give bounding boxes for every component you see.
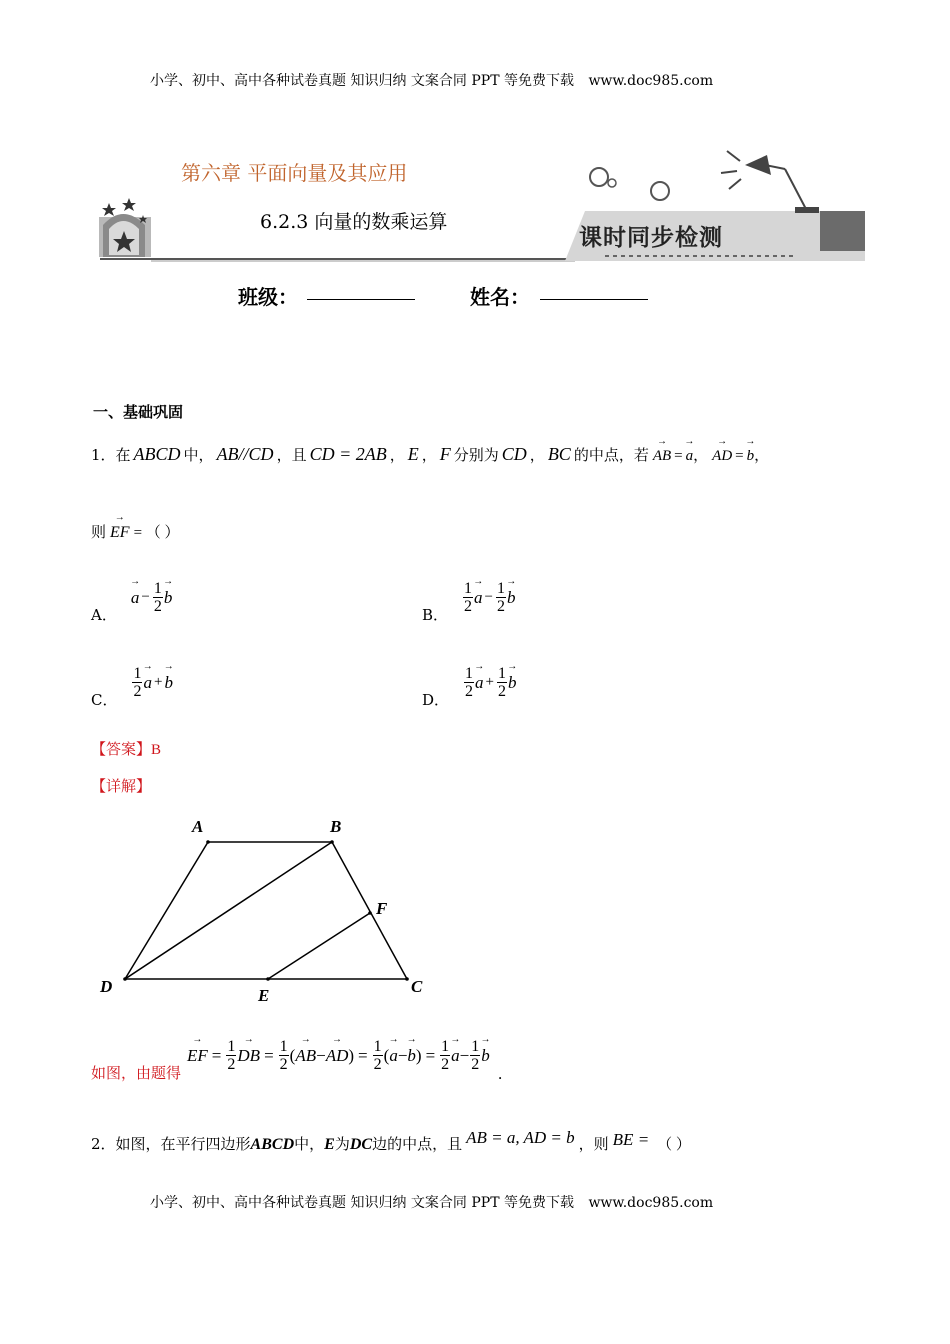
q2-text: （ ） [657, 1137, 691, 1153]
header-text: 小学、初中、高中各种试卷真题 知识归纳 文案合同 PPT 等免费下载 [150, 73, 574, 89]
numerator: 1 [227, 1038, 236, 1055]
option-a[interactable] [91, 570, 172, 625]
vector-db: → DB [237, 1046, 260, 1066]
vector-ad: → AD [326, 1046, 349, 1066]
segment-bc [332, 842, 407, 979]
q1-text: ， [529, 446, 545, 464]
q2-text: 边的中点，且 [372, 1135, 463, 1153]
numerator: 1 [471, 1038, 480, 1055]
class-blank [307, 299, 415, 300]
vector-a: → a [475, 673, 484, 693]
segment-ad [125, 842, 208, 979]
q1-number: 1．在 [91, 446, 131, 464]
segment-ef [268, 913, 370, 979]
option-d[interactable] [422, 655, 517, 710]
operator: + [485, 674, 494, 690]
numerator: 1 [153, 580, 162, 597]
point-f [368, 911, 372, 915]
trapezoid-figure [95, 812, 440, 1012]
minus: − [459, 1045, 470, 1065]
operator: − [484, 589, 493, 605]
minus: − [397, 1045, 408, 1065]
badge-text: 课时同步检测 [579, 224, 723, 251]
denominator: 2 [497, 598, 505, 615]
q1-math: ABCD [133, 444, 181, 464]
q1-text: ， [754, 446, 770, 464]
answer-line [91, 738, 161, 759]
q1-text: 则 [91, 523, 107, 541]
chapter-banner [95, 145, 865, 265]
solution-end: . [497, 1065, 503, 1083]
paren: ) [348, 1045, 355, 1065]
point-e [266, 977, 270, 981]
point-a [206, 840, 210, 844]
option-label: A． [91, 606, 117, 624]
paren: ( [383, 1045, 390, 1065]
fraction [470, 1038, 480, 1073]
vector-b: → b [507, 588, 516, 608]
vector-b: → b [164, 588, 173, 608]
vector-b: → b [407, 1046, 416, 1066]
answer-value: B [151, 742, 162, 758]
denominator: 2 [465, 683, 474, 700]
label-d: D [100, 977, 113, 996]
option-label: B． [422, 606, 449, 624]
fraction [373, 1038, 383, 1073]
fraction [279, 1038, 289, 1073]
operator: − [141, 589, 150, 605]
label-a: A [192, 817, 204, 836]
footer-url: www.doc985.com [588, 1195, 714, 1211]
eq: = [425, 1045, 436, 1065]
q2-text: 为 [334, 1135, 350, 1153]
section-heading: 6.2.3 向量的数乘运算 [260, 211, 448, 233]
point-b [330, 840, 334, 844]
q1-text: ， [389, 446, 405, 464]
q2-number: 2．如图，在平行四边形 [91, 1135, 251, 1153]
section-title: 一、基础巩固 [93, 403, 184, 421]
name-blank [540, 299, 648, 300]
eq: = [358, 1045, 368, 1065]
vector-a: → a [474, 588, 483, 608]
denominator: 2 [153, 598, 162, 615]
solution-prefix: 如图，由题得 [91, 1064, 182, 1082]
q2-equation: AB = a, AD = b [466, 1128, 575, 1147]
q1-math: CD = 2AB [309, 444, 387, 464]
q1-text: = （ ） [133, 525, 180, 541]
fraction [153, 580, 163, 615]
vector-a: → a [451, 1046, 460, 1066]
eq: = [264, 1045, 274, 1065]
option-label: C． [91, 691, 118, 709]
denominator: 2 [498, 683, 506, 700]
q1-text: 的中点，若 [573, 446, 649, 464]
q2-text: ，则 [578, 1135, 609, 1153]
option-b[interactable] [422, 570, 516, 625]
numerator: 1 [465, 665, 474, 682]
vector-ab: → AB [295, 1046, 316, 1066]
label-c: C [411, 977, 423, 996]
option-label: D． [422, 691, 450, 709]
page-footer [150, 1192, 713, 1212]
solution-math [187, 1038, 490, 1073]
vector-a: → a [389, 1046, 398, 1066]
denominator: 2 [279, 1056, 288, 1073]
denominator: 2 [464, 598, 473, 615]
detail-label: 【详解】 [91, 777, 152, 795]
numerator: 1 [279, 1038, 288, 1055]
vector-b: → b [481, 1046, 490, 1066]
name-label: 姓名： [470, 285, 530, 309]
label-b: B [330, 817, 342, 836]
fraction [497, 665, 507, 700]
vector-a: → a [131, 588, 140, 608]
class-label: 班级： [238, 285, 298, 309]
q1-text: 分别为 [453, 446, 499, 464]
fraction [496, 580, 506, 615]
q1-text: ， [421, 446, 437, 464]
q1-text: ，且 [276, 446, 307, 464]
question-1 [91, 444, 769, 465]
chapter-title: 第六章 平面向量及其应用 [181, 161, 408, 185]
q1-vector: → a [686, 448, 694, 465]
q1-vector: → AB [653, 448, 671, 465]
paren: ( [289, 1045, 296, 1065]
q1-math: F [439, 444, 451, 464]
denominator: 2 [441, 1056, 450, 1073]
q1-vector: → b [747, 448, 755, 465]
denominator: 2 [227, 1056, 236, 1073]
question-1-line2 [91, 521, 180, 542]
q2-equation: BE = [612, 1130, 650, 1149]
fraction [464, 665, 474, 700]
page-header [150, 70, 713, 90]
vector-ef: → EF [187, 1046, 208, 1066]
denominator: 2 [373, 1056, 382, 1073]
point-c [405, 977, 409, 981]
denominator: 2 [471, 1056, 480, 1073]
vector-b: → b [164, 673, 173, 693]
numerator: 1 [373, 1038, 382, 1055]
label-f: F [376, 899, 388, 918]
q2-text: 中， [294, 1135, 325, 1153]
eq: = [211, 1045, 222, 1065]
footer-text: 小学、初中、高中各种试卷真题 知识归纳 文案合同 PPT 等免费下载 [150, 1195, 574, 1211]
vector-a: → a [143, 673, 152, 693]
numerator: 1 [464, 580, 473, 597]
answer-label: 【答案】 [91, 740, 152, 758]
q1-text: ， [693, 446, 709, 464]
operator: + [153, 674, 163, 690]
fraction [440, 1038, 450, 1073]
q2-math: DC [349, 1136, 373, 1153]
q1-math: BC [547, 444, 571, 464]
vector-b: → b [508, 673, 517, 693]
q1-eq: = [674, 448, 683, 464]
q1-eq: = [735, 448, 744, 464]
q1-text: 中， [183, 446, 214, 464]
q1-math: CD [501, 444, 527, 464]
point-d [123, 977, 127, 981]
q1-math: AB//CD [216, 444, 274, 464]
fraction [463, 580, 473, 615]
fraction [132, 665, 142, 700]
q2-math: E [324, 1136, 335, 1153]
q2-math: ABCD [250, 1136, 295, 1153]
q1-math: E [407, 444, 419, 464]
q1-vector: → AD [712, 448, 732, 465]
numerator: 1 [133, 665, 142, 682]
numerator: 1 [498, 665, 506, 682]
question-2 [91, 1128, 691, 1154]
denominator: 2 [133, 683, 142, 700]
numerator: 1 [497, 580, 505, 597]
paren: ) [415, 1045, 422, 1065]
header-url: www.doc985.com [588, 73, 714, 89]
minus: − [316, 1045, 326, 1065]
fraction [226, 1038, 236, 1073]
solution [91, 1038, 503, 1085]
option-c[interactable] [91, 655, 173, 710]
q1-vector: → EF [110, 524, 130, 542]
label-e: E [258, 986, 270, 1005]
numerator: 1 [441, 1038, 450, 1055]
